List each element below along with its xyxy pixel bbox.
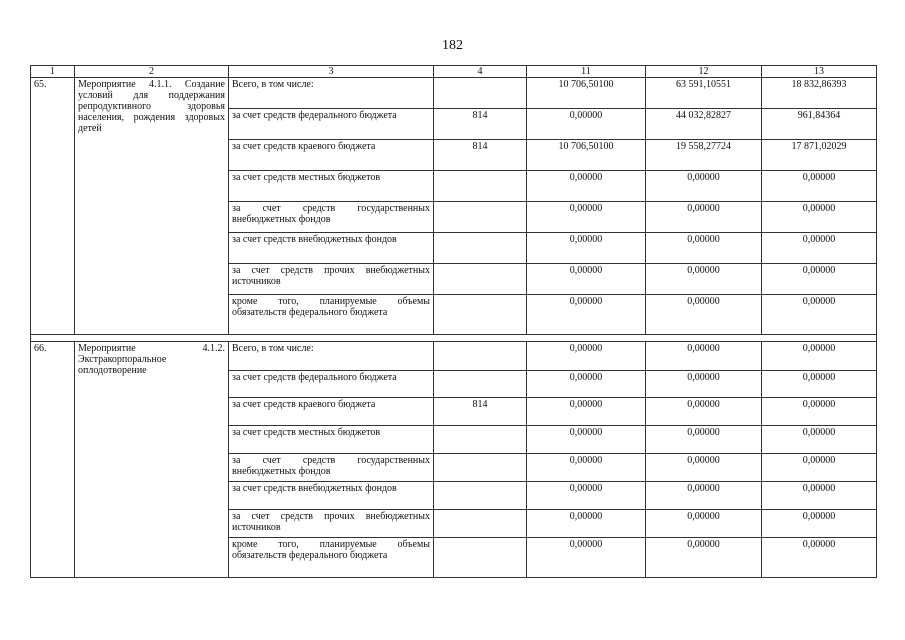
budget-code	[434, 233, 527, 264]
funding-source: кроме того, планируемые объемы обязательств федерального бюджета	[229, 295, 434, 335]
budget-table	[30, 65, 877, 578]
budget-code	[434, 538, 527, 578]
value-col-12: 0,00000	[646, 295, 762, 335]
budget-code	[434, 202, 527, 233]
value-col-12: 44 032,82827	[646, 109, 762, 140]
budget-code	[434, 171, 527, 202]
budget-code	[434, 264, 527, 295]
funding-source: за счет средств внебюджетных фондов	[229, 482, 434, 510]
value-col-11: 0,00000	[527, 454, 646, 482]
value-col-13: 0,00000	[762, 264, 877, 295]
value-col-13: 0,00000	[762, 171, 877, 202]
value-col-11: 0,00000	[527, 171, 646, 202]
value-col-11: 0,00000	[527, 264, 646, 295]
column-header: 13	[762, 66, 877, 78]
budget-code	[434, 295, 527, 335]
column-header: 1	[31, 66, 75, 78]
value-col-13: 0,00000	[762, 342, 877, 371]
funding-source: за счет средств краевого бюджета	[229, 140, 434, 171]
value-col-12: 0,00000	[646, 510, 762, 538]
value-col-13: 961,84364	[762, 109, 877, 140]
value-col-13: 0,00000	[762, 371, 877, 398]
value-col-12: 0,00000	[646, 482, 762, 510]
value-col-12: 0,00000	[646, 398, 762, 426]
table-row	[31, 342, 877, 371]
funding-source: за счет средств государственных внебюджетных фондов	[229, 454, 434, 482]
value-col-12: 0,00000	[646, 538, 762, 578]
budget-code	[434, 510, 527, 538]
funding-source: за счет средств прочих внебюджетных источников	[229, 510, 434, 538]
value-col-11: 0,00000	[527, 342, 646, 371]
column-number-row	[31, 66, 877, 78]
funding-source: Всего, в том числе:	[229, 342, 434, 371]
value-col-11: 0,00000	[527, 295, 646, 335]
value-col-12: 0,00000	[646, 202, 762, 233]
value-col-11: 0,00000	[527, 371, 646, 398]
value-col-11: 0,00000	[527, 510, 646, 538]
table-body	[31, 78, 877, 578]
value-col-11: 10 706,50100	[527, 140, 646, 171]
value-col-13: 0,00000	[762, 482, 877, 510]
value-col-13: 0,00000	[762, 295, 877, 335]
value-col-12: 0,00000	[646, 454, 762, 482]
column-header: 12	[646, 66, 762, 78]
value-col-12: 0,00000	[646, 426, 762, 454]
value-col-13: 0,00000	[762, 398, 877, 426]
value-col-11: 0,00000	[527, 482, 646, 510]
budget-code	[434, 342, 527, 371]
table-row	[31, 78, 877, 109]
value-col-11: 0,00000	[527, 538, 646, 578]
value-col-13: 0,00000	[762, 510, 877, 538]
funding-source: Всего, в том числе:	[229, 78, 434, 109]
value-col-12: 63 591,10551	[646, 78, 762, 109]
value-col-12: 0,00000	[646, 233, 762, 264]
budget-code: 814	[434, 398, 527, 426]
measure-index: 66.	[31, 342, 75, 578]
value-col-11: 0,00000	[527, 202, 646, 233]
funding-source: за счет средств прочих внебюджетных источников	[229, 264, 434, 295]
column-header: 2	[75, 66, 229, 78]
value-col-12: 0,00000	[646, 371, 762, 398]
budget-code	[434, 371, 527, 398]
measure-name: Мероприятие 4.1.1. Создание условий для поддержания репродуктивного здоровья населения, рождения здоровых детей	[75, 78, 229, 335]
value-col-11: 0,00000	[527, 398, 646, 426]
value-col-13: 17 871,02029	[762, 140, 877, 171]
value-col-12: 19 558,27724	[646, 140, 762, 171]
value-col-13: 0,00000	[762, 233, 877, 264]
value-col-12: 0,00000	[646, 171, 762, 202]
funding-source: за счет средств внебюджетных фондов	[229, 233, 434, 264]
page-number: 182	[442, 38, 463, 53]
value-col-13: 0,00000	[762, 426, 877, 454]
value-col-13: 0,00000	[762, 202, 877, 233]
value-col-11: 0,00000	[527, 109, 646, 140]
budget-code: 814	[434, 140, 527, 171]
value-col-11: 0,00000	[527, 426, 646, 454]
section-spacer	[31, 335, 877, 342]
funding-source: за счет средств местных бюджетов	[229, 426, 434, 454]
budget-code: 814	[434, 109, 527, 140]
spacer-cell	[31, 335, 877, 342]
column-header: 3	[229, 66, 434, 78]
budget-code	[434, 426, 527, 454]
measure-index: 65.	[31, 78, 75, 335]
value-col-13: 0,00000	[762, 454, 877, 482]
budget-code	[434, 78, 527, 109]
value-col-11: 0,00000	[527, 233, 646, 264]
value-col-11: 10 706,50100	[527, 78, 646, 109]
value-col-13: 18 832,86393	[762, 78, 877, 109]
value-col-12: 0,00000	[646, 342, 762, 371]
funding-source: за счет средств государственных внебюджетных фондов	[229, 202, 434, 233]
funding-source: за счет средств местных бюджетов	[229, 171, 434, 202]
funding-source: кроме того, планируемые объемы обязательств федерального бюджета	[229, 538, 434, 578]
measure-name: Мероприятие 4.1.2. Экстракорпоральное оплодотворение	[75, 342, 229, 578]
funding-source: за счет средств краевого бюджета	[229, 398, 434, 426]
funding-source: за счет средств федерального бюджета	[229, 109, 434, 140]
value-col-12: 0,00000	[646, 264, 762, 295]
budget-code	[434, 482, 527, 510]
column-header: 11	[527, 66, 646, 78]
funding-source: за счет средств федерального бюджета	[229, 371, 434, 398]
value-col-13: 0,00000	[762, 538, 877, 578]
column-header: 4	[434, 66, 527, 78]
budget-code	[434, 454, 527, 482]
